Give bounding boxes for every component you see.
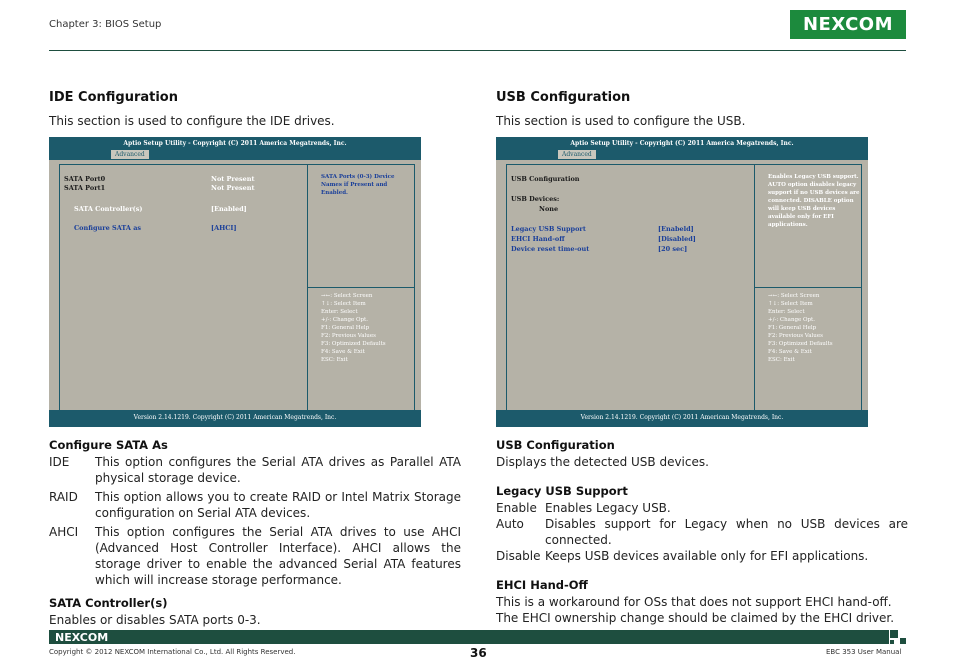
bios-key: F2: Previous Values [768, 333, 823, 339]
bios-row-label: SATA Port0 [64, 175, 106, 183]
bios-footer: Version 2.14.1219. Copyright (C) 2011 American Megatrends, Inc. [133, 414, 337, 421]
bios-row-value[interactable]: [Disabled] [658, 235, 696, 243]
ehci-title: EHCI Hand-Off [496, 578, 588, 592]
def-term: Enable [496, 501, 537, 515]
bios-key: F1: General Help [321, 325, 370, 331]
bios-key: ↑↓: Select Item [321, 301, 366, 307]
bios-row-label[interactable]: Legacy USB Support [511, 225, 586, 233]
page-number: 36 [470, 646, 487, 660]
bios-row-value[interactable]: [Enabled] [211, 205, 247, 213]
nexcom-logo [790, 10, 906, 39]
footer-square-icon [900, 638, 906, 644]
footer-square-icon [890, 630, 898, 638]
bios-key: F3: Optimized Defaults [321, 341, 386, 347]
sata-controller-desc: Enables or disables SATA ports 0-3. [49, 613, 261, 627]
bios-help-text: Enables Legacy USB support. AUTO option disables legacy support if no USB devices are connected. DISABLE option will keep USB devices available only for EFI applications. [768, 174, 860, 228]
bios-help-rule [307, 287, 415, 288]
usbconf-title: USB Configuration [496, 438, 615, 452]
bios-row-label[interactable]: Device reset time-out [511, 245, 590, 253]
def-raid [49, 489, 461, 521]
footer-copyright: Copyright © 2012 NEXCOM International Co., Ltd. All Rights Reserved. [49, 648, 296, 656]
configure-sata-title: Configure SATA As [49, 438, 168, 452]
bios-help-text: SATA Ports (0-3) Device Names if Present and Enabled. [321, 174, 395, 196]
def-term: Auto [496, 517, 524, 531]
bios-title: Aptio Setup Utility - Copyright (C) 2011 America Megatrends, Inc. [570, 140, 794, 147]
def-desc: This option configures the Serial ATA drives as Parallel ATA physical storage device. [95, 455, 461, 485]
usb-intro: This section is used to configure the USB. [496, 114, 746, 128]
ide-column [49, 90, 461, 628]
def-desc: This option allows you to create RAID or Intel Matrix Storage configuration on Serial ATA devices. [95, 490, 461, 520]
bios-key: F4: Save & Exit [321, 349, 365, 355]
bios-usb-none: None [539, 205, 559, 213]
bios-key: ↑↓: Select Item [768, 301, 813, 307]
bios-key-legend [321, 292, 386, 364]
bios-tab-advanced[interactable]: Advanced [558, 150, 596, 159]
bios-key: F2: Previous Values [321, 333, 376, 339]
bios-row-label[interactable]: Configure SATA as [74, 224, 142, 232]
bios-key: Enter: Select [768, 309, 805, 315]
bios-row-label[interactable]: EHCI Hand-off [511, 235, 565, 243]
bios-row-value[interactable]: [AHCI] [211, 224, 237, 232]
usb-bios-screenshot [496, 137, 868, 427]
logo-text: NEXCOM [802, 14, 894, 35]
bios-key: +/-: Change Opt. [768, 317, 816, 323]
bios-key: +/-: Change Opt. [321, 317, 369, 323]
bios-footer: Version 2.14.1219. Copyright (C) 2011 American Megatrends, Inc. [580, 414, 784, 421]
bios-usb-config: USB Configuration [511, 175, 580, 183]
bios-row-value[interactable]: [20 sec] [658, 245, 688, 253]
bios-key: Enter: Select [321, 309, 358, 315]
bios-key: F4: Save & Exit [768, 349, 812, 355]
def-term: Disable [496, 549, 541, 563]
ehci-desc: This is a workaround for OSs that does not support EHCI hand-off. The EHCI ownership change should be claimed by the EHCI driver. [496, 595, 895, 625]
header-rule [49, 50, 906, 51]
bios-key: ESC: Exit [321, 357, 348, 363]
bios-usb-devices: USB Devices: [511, 195, 560, 203]
def-enable [496, 500, 908, 516]
sata-controller-title: SATA Controller(s) [49, 596, 168, 610]
bios-key: ESC: Exit [768, 357, 795, 363]
bios-key: F1: General Help [768, 325, 817, 331]
bios-row-value: Not Present [211, 175, 255, 183]
bios-help-rule [754, 287, 862, 288]
def-term: RAID [49, 490, 78, 504]
bios-key: →←: Select Screen [768, 293, 820, 299]
ide-title: IDE Configuration [49, 90, 178, 105]
def-ahci [49, 524, 461, 588]
bios-title: Aptio Setup Utility - Copyright (C) 2011 America Megatrends, Inc. [123, 140, 347, 147]
bios-row-label: SATA Port1 [64, 184, 106, 192]
def-desc: Disables support for Legacy when no USB devices are connected. [545, 517, 908, 547]
bios-key-legend [768, 292, 833, 364]
footer-bar [49, 630, 889, 644]
def-ide [49, 454, 461, 486]
footer-logo: NEXCOM [55, 631, 109, 644]
chapter-label: Chapter 3: BIOS Setup [49, 19, 162, 30]
ide-bios-screenshot [49, 137, 421, 427]
manual-name: EBC 353 User Manual [826, 648, 902, 656]
bios-panel [59, 164, 415, 417]
legacy-title: Legacy USB Support [496, 484, 628, 498]
usb-column [496, 90, 908, 626]
bios-row-value[interactable]: [Enabeld] [658, 225, 694, 233]
usb-title: USB Configuration [496, 90, 631, 105]
bios-row-label[interactable]: SATA Controller(s) [74, 205, 143, 213]
bios-tab-advanced[interactable]: Advanced [111, 150, 149, 159]
def-term: IDE [49, 455, 70, 469]
bios-key: →←: Select Screen [321, 293, 373, 299]
ide-intro: This section is used to configure the IDE drives. [49, 114, 335, 128]
def-desc: Enables Legacy USB. [545, 501, 671, 515]
bios-key: F3: Optimized Defaults [768, 341, 833, 347]
def-desc: This option configures the Serial ATA drives to use AHCI (Advanced Host Controller Interface). AHCI allows the storage driver to enable the advanced Serial ATA features which will increase storage performance. [95, 525, 461, 587]
def-disable [496, 548, 908, 564]
usbconf-desc: Displays the detected USB devices. [496, 455, 709, 469]
def-desc: Keeps USB devices available only for EFI applications. [545, 549, 869, 563]
bios-divider [754, 164, 755, 417]
bios-divider [307, 164, 308, 417]
def-term: AHCI [49, 525, 79, 539]
def-auto [496, 516, 908, 548]
footer-square-icon [890, 640, 894, 644]
bios-row-value: Not Present [211, 184, 255, 192]
